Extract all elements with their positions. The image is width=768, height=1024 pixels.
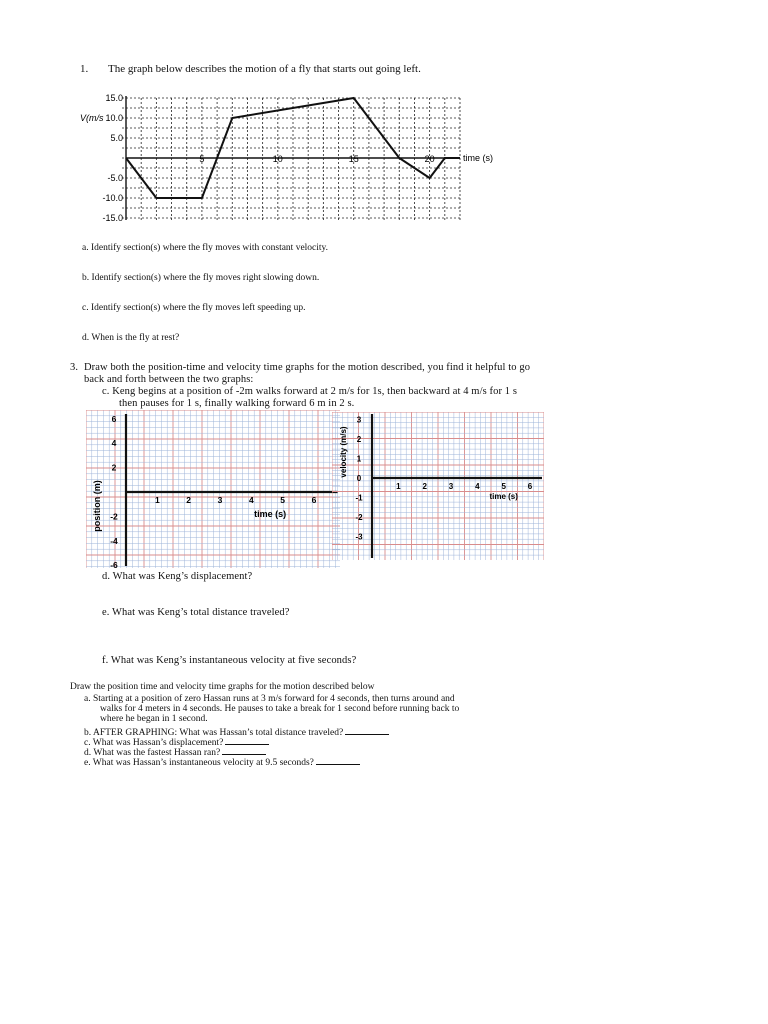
velocity-x-tick-label: 4	[475, 482, 480, 491]
fly-y-tick-label: 5.0	[110, 133, 123, 143]
fly-y-tick-label: 15.0	[105, 93, 123, 103]
velocity-graph-grid	[332, 412, 544, 560]
velocity-y-tick-label: -3	[355, 532, 363, 542]
question-3-prompt-line-2: back and forth between the two graphs:	[84, 374, 254, 385]
question-1-prompt: The graph below describes the motion of a fly that starts out going left.	[108, 63, 421, 75]
question-3-number: 3.	[70, 362, 79, 373]
position-y-tick-label: 4	[111, 438, 117, 449]
fly-x-tick-label: 20	[424, 154, 435, 164]
velocity-x-tick-label: 2	[422, 482, 427, 491]
position-x-tick-label: 6	[311, 495, 317, 505]
fly-y-tick-label: -15.0	[102, 213, 123, 223]
hassan-d-answer-blank[interactable]	[222, 745, 266, 755]
position-y-tick-label: -2	[110, 511, 118, 522]
question-3e: e. What was Keng’s total distance traveled?	[102, 607, 290, 618]
velocity-x-tick-label: 1	[396, 482, 401, 491]
velocity-y-tick-label: -1	[355, 493, 363, 503]
velocity-graph-y-axis-label: velocity (m/s)	[339, 426, 348, 478]
fly-graph-grid	[122, 98, 460, 222]
hassan-a-line-2: walks for 4 meters in 4 seconds. He pauses to take a break for 1 second before running back to	[100, 704, 460, 714]
question-3d: d. What was Keng’s displacement?	[102, 571, 253, 582]
hassan-d-text: d. What was the fastest Hassan ran?	[84, 748, 221, 758]
hassan-b-text: b. AFTER GRAPHING: What was Hassan’s total distance traveled?	[84, 728, 344, 738]
position-x-tick-label: 4	[248, 495, 254, 505]
position-x-tick-label: 3	[217, 495, 223, 505]
fly-x-tick-label: 10	[272, 154, 283, 164]
hassan-a-line-3: where he began in 1 second.	[100, 714, 208, 724]
position-graph-x-axis-label: time (s)	[254, 509, 287, 519]
hassan-c-answer-blank[interactable]	[225, 735, 269, 745]
question-3c-line-1: c. Keng begins at a position of -2m walks forward at 2 m/s for 1s, then backward at 4 m/s for 1 s	[102, 386, 518, 397]
velocity-graph-x-axis-label: time (s)	[489, 492, 518, 501]
fly-x-tick-label: 15	[348, 154, 359, 164]
position-time-graph	[86, 410, 340, 568]
position-graph-y-axis-label: position (m)	[92, 480, 102, 532]
velocity-y-tick-label: 2	[356, 435, 362, 444]
fly-x-tick-label: 5	[199, 154, 205, 164]
hassan-e-text: e. What was Hassan’s instantaneous velocity at 9.5 seconds?	[84, 758, 314, 768]
hassan-c-text: c. What was Hassan’s displacement?	[84, 738, 224, 748]
velocity-x-tick-label: 3	[448, 482, 454, 491]
fly-graph-y-axis-label: V(m/s	[80, 113, 104, 123]
hassan-e-answer-blank[interactable]	[316, 755, 360, 765]
position-y-tick-label: -6	[110, 560, 118, 568]
hassan-e	[84, 755, 360, 769]
hassan-a-line-1: a. Starting at a position of zero Hassan runs at 3 m/s forward for 4 seconds, then turns around and	[84, 694, 455, 704]
velocity-time-graph	[332, 412, 544, 560]
fly-y-tick-label: 10.0	[105, 113, 123, 123]
position-y-tick-label: 2	[111, 462, 117, 473]
question-3c-line-2: then pauses for 1 s, finally walking forward 6 m in 2 s.	[119, 398, 355, 409]
position-y-tick-label: 6	[111, 413, 117, 424]
velocity-y-tick-label: 3	[356, 415, 362, 425]
position-y-tick-label: -4	[110, 535, 118, 546]
question-3-prompt-line-1: Draw both the position-time and velocity time graphs for the motion described, you find it helpful to go	[84, 362, 531, 373]
fly-y-tick-label: -5.0	[107, 173, 123, 183]
fly-y-tick-label: -10.0	[102, 193, 123, 203]
hassan-prompt: Draw the position time and velocity time graphs for the motion described below	[70, 682, 375, 692]
position-x-tick-label: 2	[186, 495, 192, 505]
hassan-b-answer-blank[interactable]	[345, 725, 389, 735]
position-graph-grid	[86, 410, 340, 568]
fly-graph-x-axis-label: time (s)	[463, 153, 493, 163]
position-x-tick-label: 1	[154, 495, 160, 505]
question-1b: b. Identify section(s) where the fly moves right slowing down.	[82, 273, 320, 283]
velocity-y-tick-label: 1	[356, 454, 362, 464]
question-1a: a. Identify section(s) where the fly moves with constant velocity.	[82, 243, 329, 253]
question-3f: f. What was Keng’s instantaneous velocity at five seconds?	[102, 655, 357, 666]
question-1d: d. When is the fly at rest?	[82, 333, 180, 343]
velocity-y-tick-label: 0	[356, 474, 362, 483]
question-1-number: 1.	[80, 63, 89, 75]
fly-velocity-graph	[70, 88, 510, 228]
velocity-y-tick-label: -2	[355, 513, 363, 522]
velocity-x-tick-label: 6	[527, 482, 533, 491]
velocity-x-tick-label: 5	[501, 482, 506, 491]
question-1c: c. Identify section(s) where the fly moves left speeding up.	[82, 303, 306, 313]
position-x-tick-label: 5	[280, 495, 286, 505]
